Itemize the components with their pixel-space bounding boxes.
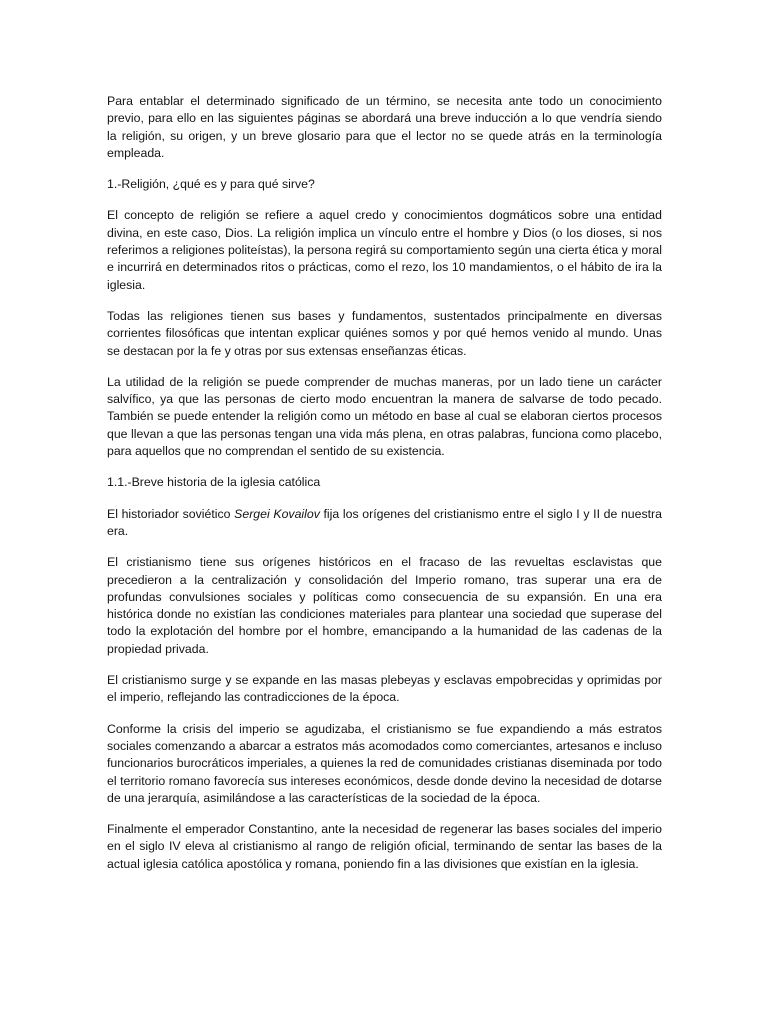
historian-name: Sergei Kovailov [234, 506, 320, 521]
historian-text-after: fija los orígenes del cristianismo entre el siglo I y II de nuestra era. [107, 506, 662, 538]
intro-paragraph: Para entablar el determinado significado de un término, se necesita ante todo un conocimiento previo, para ello en las siguientes páginas se abordará una breve inducción a lo que vendría siendo la religión, su origen, y un breve glosario para que el lector no se quede atrás en la terminología empleada. [107, 94, 662, 160]
document-page [107, 93, 662, 887]
section-heading-religion: 1.-Religión, ¿qué es y para qué sirve? [107, 177, 315, 192]
paragraph-religion-utility: La utilidad de la religión se puede comprender de muchas maneras, por un lado tiene un carácter salvífico, ya que las personas de cierto modo encuentran la manera de salvarse de todo pecado. También se puede entender la religión como un método en base al cual se elaboran ciertos procesos que llevan a que las personas tengan una vida más plena, en otras palabras, funciona como placebo, para aquellos que no comprendan el sentido de su existencia. [107, 374, 662, 459]
section-heading-history: 1.1.-Breve historia de la iglesia católica [107, 475, 321, 490]
paragraph-origins: El cristianismo tiene sus orígenes históricos en el fracaso de las revueltas esclavistas que precedieron a la centralización y consolidación del Imperio romano, tras superar una era de profundas convulsiones sociales y políticas como consecuencia de su expansión. En una era histórica donde no existían las condiciones materiales para plantear una sociedad que superase del todo la explotación del hombre por el hombre, emancipando a la humanidad de las cadenas de la propiedad privada. [107, 555, 662, 656]
paragraph-religion-concept: El concepto de religión se refiere a aquel credo y conocimientos dogmáticos sobre una entidad divina, en este caso, Dios. La religión implica un vínculo entre el hombre y Dios (o los dioses, si nos referimos a religiones politeístas), la persona regirá su comportamiento según una cierta ética y moral e incurrirá en determinados ritos o prácticas, como el rezo, los 10 mandamientos, o el hábito de ira la iglesia. [107, 208, 662, 292]
paragraph-crisis: Conforme la crisis del imperio se agudizaba, el cristianismo se fue expandiendo a más estratos sociales comenzando a abarcar a estratos más acomodados como comerciantes, artesanos e incluso funcionarios burocráticos imperiales, a quienes la red de comunidades cristianas diseminada por todo el territorio romano favorecía sus intereses económicos, desde donde devino la necesidad de dotarse de una jerarquía, asimilándose a las características de la sociedad de la época. [107, 721, 662, 805]
paragraph-religion-foundations: Todas las religiones tienen sus bases y fundamentos, sustentados principalmente en diversas corrientes filosóficas que intentan explicar quiénes somos y por qué hemos venido al mundo. Unas se destacan por la fe y otras por sus extensas enseñanzas éticas. [107, 308, 662, 358]
paragraph-expansion: El cristianismo surge y se expande en las masas plebeyas y esclavas empobrecidas y oprimidas por el imperio, reflejando las contradicciones de la época. [107, 673, 662, 705]
paragraph-historian [107, 506, 662, 541]
paragraph-constantine: Finalmente el emperador Constantino, ante la necesidad de regenerar las bases sociales del imperio en el siglo IV eleva al cristianismo al rango de religión oficial, terminando de sentar las bases de la actual iglesia católica apostólica y romana, poniendo fin a las divisiones que existían en la iglesia. [107, 822, 662, 871]
historian-text-before: El historiador soviético [107, 506, 235, 521]
